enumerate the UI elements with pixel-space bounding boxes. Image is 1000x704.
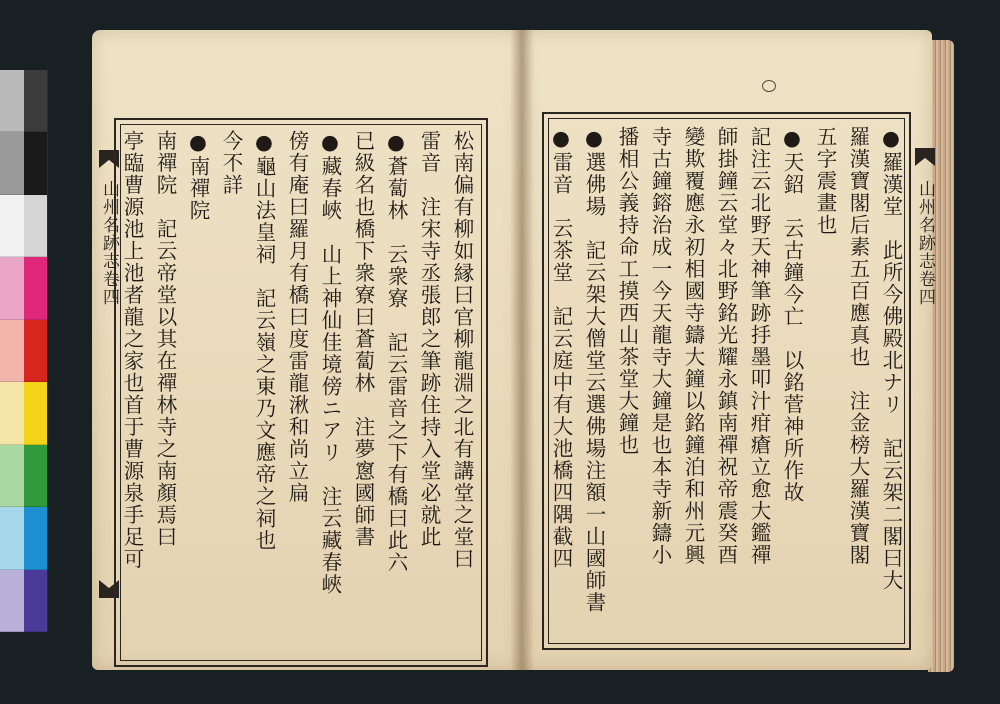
left-page-margin-title: 山州名跡志卷四 (99, 180, 119, 306)
text-column: ●藏春峽 山上神仙佳境傍ニアリ 注云藏春峽 (318, 130, 342, 596)
color-patch (24, 70, 47, 132)
text-column: 亭臨曹源池上池者龍之家也首于曹源泉手足可 (120, 130, 144, 570)
text-column: ●選佛場 記云架大僧堂云選佛場注額一山國師書 (582, 126, 606, 614)
color-patch (0, 570, 24, 632)
book-gutter (510, 30, 534, 670)
left-page-text (120, 130, 478, 660)
color-patch (24, 132, 47, 194)
ink-circle-icon (762, 80, 776, 92)
text-column: 播相公義持命工摸西山茶堂大鐘也 (615, 126, 639, 456)
right-page-text (549, 126, 907, 646)
text-column: 已級名也橋下衆寮曰蒼蔔林 注夢窻國師書 (351, 130, 375, 548)
color-patch (24, 382, 47, 444)
open-book (92, 30, 954, 678)
color-patch (24, 570, 47, 632)
color-patch (24, 195, 47, 257)
color-patch (0, 445, 24, 507)
right-page-margin-title: 山州名跡志卷四 (915, 180, 935, 306)
fishtail-mark-icon (915, 148, 935, 166)
text-column: 南禪院 記云帝堂以其在禪林寺之南顏焉曰 (153, 130, 177, 548)
color-patch (0, 70, 24, 132)
right-page (522, 30, 935, 670)
text-column: ●羅漢堂 此所今佛殿北ナリ 記云架二閣曰大 (879, 126, 903, 592)
color-patch (24, 257, 47, 319)
text-column: 今不詳 (219, 130, 243, 196)
color-patch (0, 195, 24, 257)
text-column: ●龜山法皇祠 記云嶺之東乃文應帝之祠也 (252, 130, 276, 552)
text-column: ●蒼蔔林 云衆寮 記云雷音之下有橋曰此六 (384, 130, 408, 574)
text-column: 五字震畫也 (813, 126, 837, 236)
text-column: 師掛鐘云堂々北野銘光耀永鎮南禪祝帝震癸酉 (714, 126, 738, 566)
color-patch (24, 445, 47, 507)
color-patch (0, 132, 24, 194)
text-column: ●雷音 云茶堂 記云庭中有大池橋四隅截四 (549, 126, 573, 570)
color-calibration-chart (0, 70, 48, 632)
text-column: ●南禪院 (186, 130, 210, 222)
text-column: 變欺覆應永初相國寺鑄大鐘以銘鐘泊和州元興 (681, 126, 705, 566)
text-column: 記注云北野天神筆跡抙墨叩汁疳瘡立愈大鑑禪 (747, 126, 771, 566)
left-page (92, 30, 522, 670)
text-column: 松南偏有柳如縁曰官柳龍淵之北有講堂之堂曰 (450, 130, 474, 570)
color-patch (24, 320, 47, 382)
color-patch (0, 320, 24, 382)
color-patch (0, 507, 24, 569)
color-patch (24, 507, 47, 569)
text-column: 雷音 注宋寺丞張郎之筆跡住持入堂必就此 (417, 130, 441, 548)
text-column: 寺古鐘鎔治成一今天龍寺大鐘是也本寺新鑄小 (648, 126, 672, 566)
color-patch (0, 257, 24, 319)
color-patch (0, 382, 24, 444)
text-column: 羅漢寶閣后素五百應真也 注金榜大羅漢寶閣 (846, 126, 870, 566)
text-column: ●天鉊 云古鐘今亡 以銘菅神所作故 (780, 126, 804, 504)
text-column: 傍有庵曰羅月有橋曰度雷龍湫和尚立扁 (285, 130, 309, 504)
